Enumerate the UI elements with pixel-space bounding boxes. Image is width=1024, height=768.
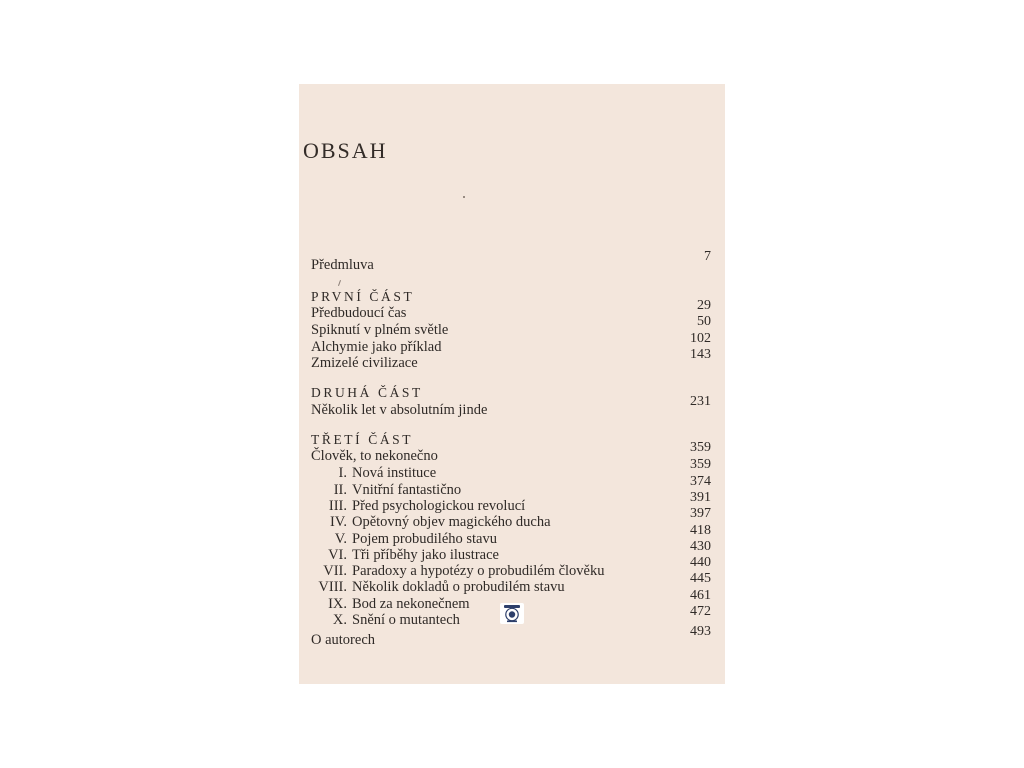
toc-entry-page: 29 [697, 298, 711, 313]
chapter-title: Několik dokladů o probudilém stavu [352, 579, 565, 595]
toc-entry-label: Alchymie jako příklad [311, 339, 442, 355]
toc-entry-label: Několik let v absolutním jinde [311, 402, 488, 418]
toc-heading: OBSAH [303, 138, 388, 163]
toc-entry-page: 231 [690, 394, 711, 409]
toc-chapter [311, 563, 604, 579]
toc-entry-page: 102 [690, 331, 711, 346]
toc-entry-page: 493 [690, 624, 711, 639]
book-page [299, 84, 725, 684]
chapter-title: Pojem probudilého stavu [352, 531, 497, 547]
toc-entry-page: 359 [690, 440, 711, 455]
chapter-title: Snění o mutantech [352, 612, 460, 628]
toc-entry-label: Předbudoucí čas [311, 305, 407, 321]
toc-chapter [311, 612, 460, 628]
toc-chapter [311, 531, 497, 547]
chapter-numeral: V. [334, 531, 347, 547]
pencil-tick-mark [338, 280, 341, 286]
chapter-page: 440 [690, 555, 711, 570]
chapter-page: 430 [690, 539, 711, 554]
chapter-page: 472 [690, 604, 711, 619]
chapter-title: Před psychologickou revolucí [352, 498, 526, 514]
chapter-numeral: X. [332, 612, 347, 628]
paper-speck [463, 196, 465, 198]
part-2-title: DRUHÁ ČÁST [311, 385, 423, 400]
toc-chapter [311, 596, 470, 612]
chapter-numeral: IV. [329, 514, 347, 530]
part-3-title: TŘETÍ ČÁST [311, 432, 414, 447]
chapter-title: Opětovný objev magického ducha [352, 514, 551, 530]
toc-entry-page: 143 [690, 347, 711, 362]
toc-chapter [311, 482, 461, 498]
toc-preface-page: 7 [704, 249, 711, 264]
chapter-numeral: III. [328, 498, 347, 514]
chapter-page: 445 [690, 571, 711, 586]
chapter-page: 391 [690, 490, 711, 505]
toc-preface-label: Předmluva [311, 257, 374, 273]
chapter-numeral: II. [333, 482, 347, 498]
chapter-numeral: VII. [323, 563, 347, 579]
chapter-numeral: VI. [328, 547, 347, 563]
seal-stamp-icon-graphic [500, 603, 524, 624]
toc-chapter [311, 514, 551, 530]
toc-chapter [311, 498, 525, 514]
toc-entry-page: 50 [697, 314, 711, 329]
chapter-numeral: VIII. [318, 579, 347, 595]
chapter-title: Vnitřní fantastično [352, 482, 462, 498]
part-1-title: PRVNÍ ČÁST [311, 289, 415, 304]
toc-entry-label: O autorech [311, 632, 376, 648]
chapter-page: 374 [690, 474, 711, 489]
toc-entry-label: Zmizelé civilizace [311, 355, 418, 371]
chapter-page: 397 [690, 506, 711, 521]
toc-chapter [311, 547, 499, 563]
toc-chapter [311, 579, 565, 595]
toc-chapter [311, 465, 436, 481]
chapter-page: 359 [690, 457, 711, 472]
chapter-title: Tři příběhy jako ilustrace [352, 547, 499, 563]
seal-stamp-icon [500, 603, 524, 624]
chapter-title: Nová instituce [352, 465, 437, 481]
chapter-numeral: I. [338, 465, 347, 481]
chapter-page: 418 [690, 523, 711, 538]
chapter-title: Paradoxy a hypotézy o probudilém člověku [352, 563, 605, 579]
toc-entry-label: Spiknutí v plném světle [311, 322, 449, 338]
chapter-title: Bod za nekonečnem [352, 596, 470, 612]
toc-entry-label: Člověk, to nekonečno [311, 448, 438, 464]
chapter-numeral: IX. [328, 596, 347, 612]
chapter-page: 461 [690, 588, 711, 603]
